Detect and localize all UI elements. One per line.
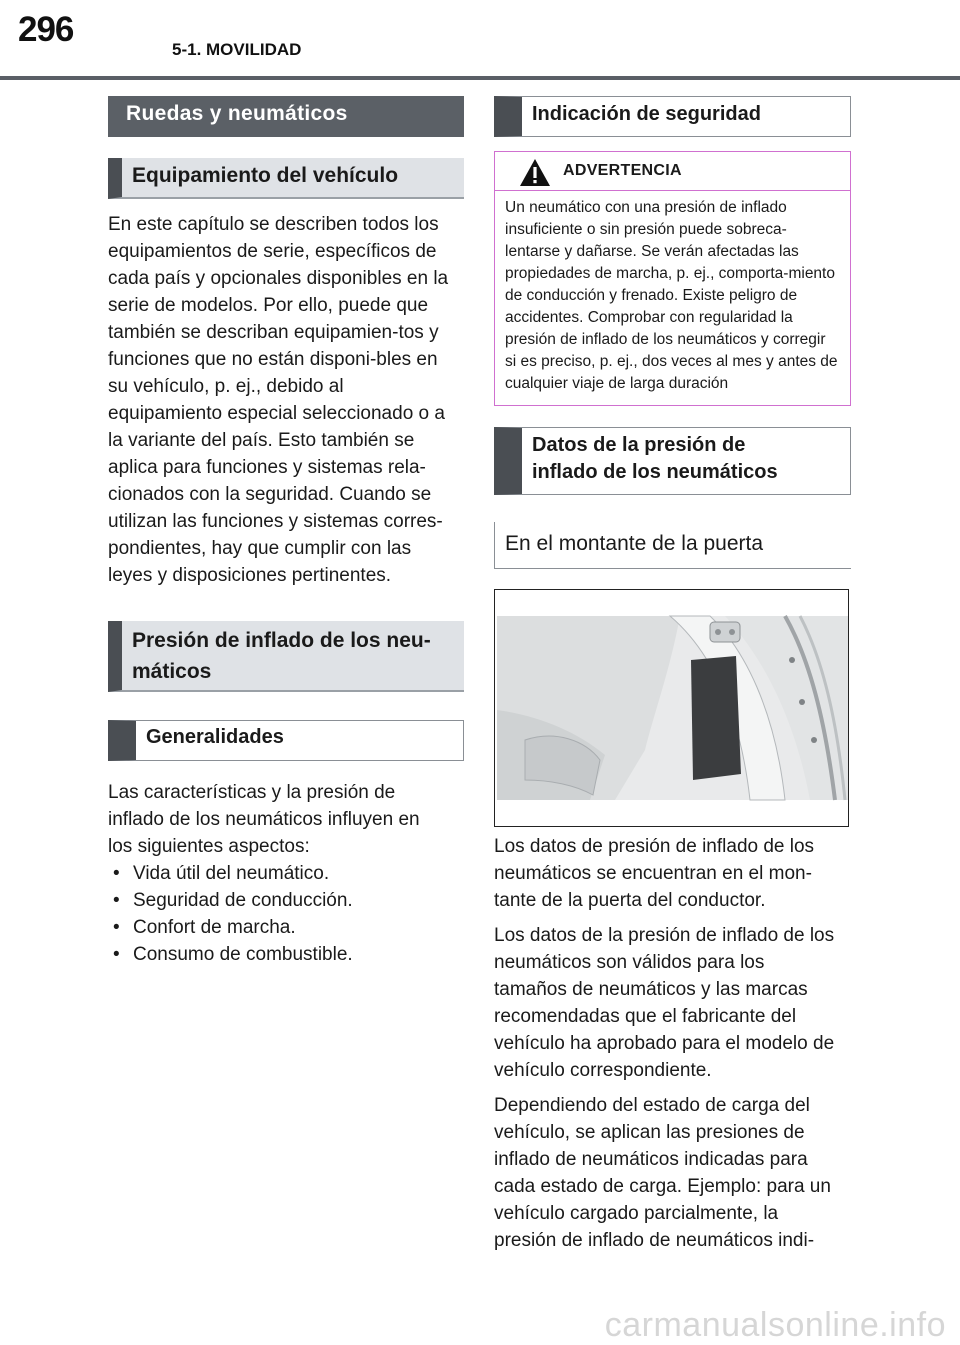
warning-box (494, 151, 851, 406)
section-title: 5-1. MOVILIDAD (172, 40, 302, 59)
left-column (108, 96, 464, 968)
heading-datos-line2: inflado de los neumáticos (532, 461, 778, 483)
paragraph-montante-1: Los datos de presión de inflado de los neumáticos se encuentran en el mon-tante de la puerta del conductor. (494, 836, 815, 911)
list-item: • Confort de marcha. (108, 914, 464, 941)
list-item: • Vida útil del neumático. (108, 860, 464, 887)
warning-title: ADVERTENCIA (563, 162, 682, 179)
heading-ruedas: Ruedas y neumáticos (108, 96, 464, 137)
warning-triangle-icon (519, 158, 551, 187)
heading-equipamiento (108, 158, 464, 199)
heading-equipamiento-text: Equipamiento del vehículo (132, 164, 399, 187)
heading-indicacion (494, 96, 851, 137)
right-column (494, 96, 851, 1254)
heading-presion (108, 621, 464, 692)
paragraph-generalidades: Las características y la presión de inflado de los neumáticos influyen en los siguientes aspectos: (108, 782, 420, 857)
list-item: • Seguridad de conducción. (108, 887, 464, 914)
bullet-list (108, 860, 464, 968)
paragraph-equipamiento: En este capítulo se describen todos los equipamientos de serie, específicos de cada país y opcionales disponibles en la serie de modelos. Por ello, puede que también se describan equipamien-tos y funciones que no están disponi-bles en su vehículo, p. ej., debido al equipamiento especial seleccionado o a la variante del país. Esto también se aplica para funciones y sistemas rela-cionados con la seguridad. Cuando se utilizan las funciones y sistemas corres-pondientes, hay que cumplir con las leyes y disposiciones pertinentes. (108, 214, 449, 586)
heading-presion-line1: Presión de inflado de los neu- (132, 629, 431, 652)
heading-generalidades (108, 720, 464, 761)
watermark: carmanualsonline.info (604, 1306, 946, 1344)
heading-presion-line2: máticos (132, 660, 212, 683)
heading-indicacion-text: Indicación de seguridad (532, 103, 761, 125)
paragraph-montante-2: Los datos de la presión de inflado de los neumáticos son válidos para los tamaños de neumáticos y las marcas recomendadas que el fabricante del vehículo ha aprobado para el modelo de vehículo correspondiente. (494, 925, 835, 1081)
heading-generalidades-text: Generalidades (146, 726, 284, 748)
heading-datos-line1: Datos de la presión de (532, 434, 746, 456)
page-number: 296 (18, 10, 74, 49)
list-item: • Consumo de combustible. (108, 941, 464, 968)
warning-header (495, 152, 850, 191)
paragraph-montante-3: Dependiendo del estado de carga del vehículo, se aplican las presiones de inflado de neumáticos indicadas para cada estado de carga. Ejemplo: para un vehículo cargado parcialmente, la presión de inflado de neumáticos indi- (494, 1095, 831, 1251)
header-rule (0, 76, 960, 80)
warning-text: Un neumático con una presión de inflado insuficiente o sin presión puede sobreca-lentarse y dañarse. Se verán afectadas las propiedades de marcha, p. ej., comporta-miento de conducción y frenado. Existe peligro de accidentes. Comprobar con regularidad la presión de inflado de los neumáticos y corregir si es preciso, p. ej., dos veces al mes y antes de cualquier viaje de larga duración (505, 199, 838, 392)
door-pillar-illustration (495, 590, 849, 827)
subheading-montante: En el montante de la puerta (494, 522, 851, 569)
door-pillar-figure (494, 589, 849, 827)
heading-datos (494, 427, 851, 495)
